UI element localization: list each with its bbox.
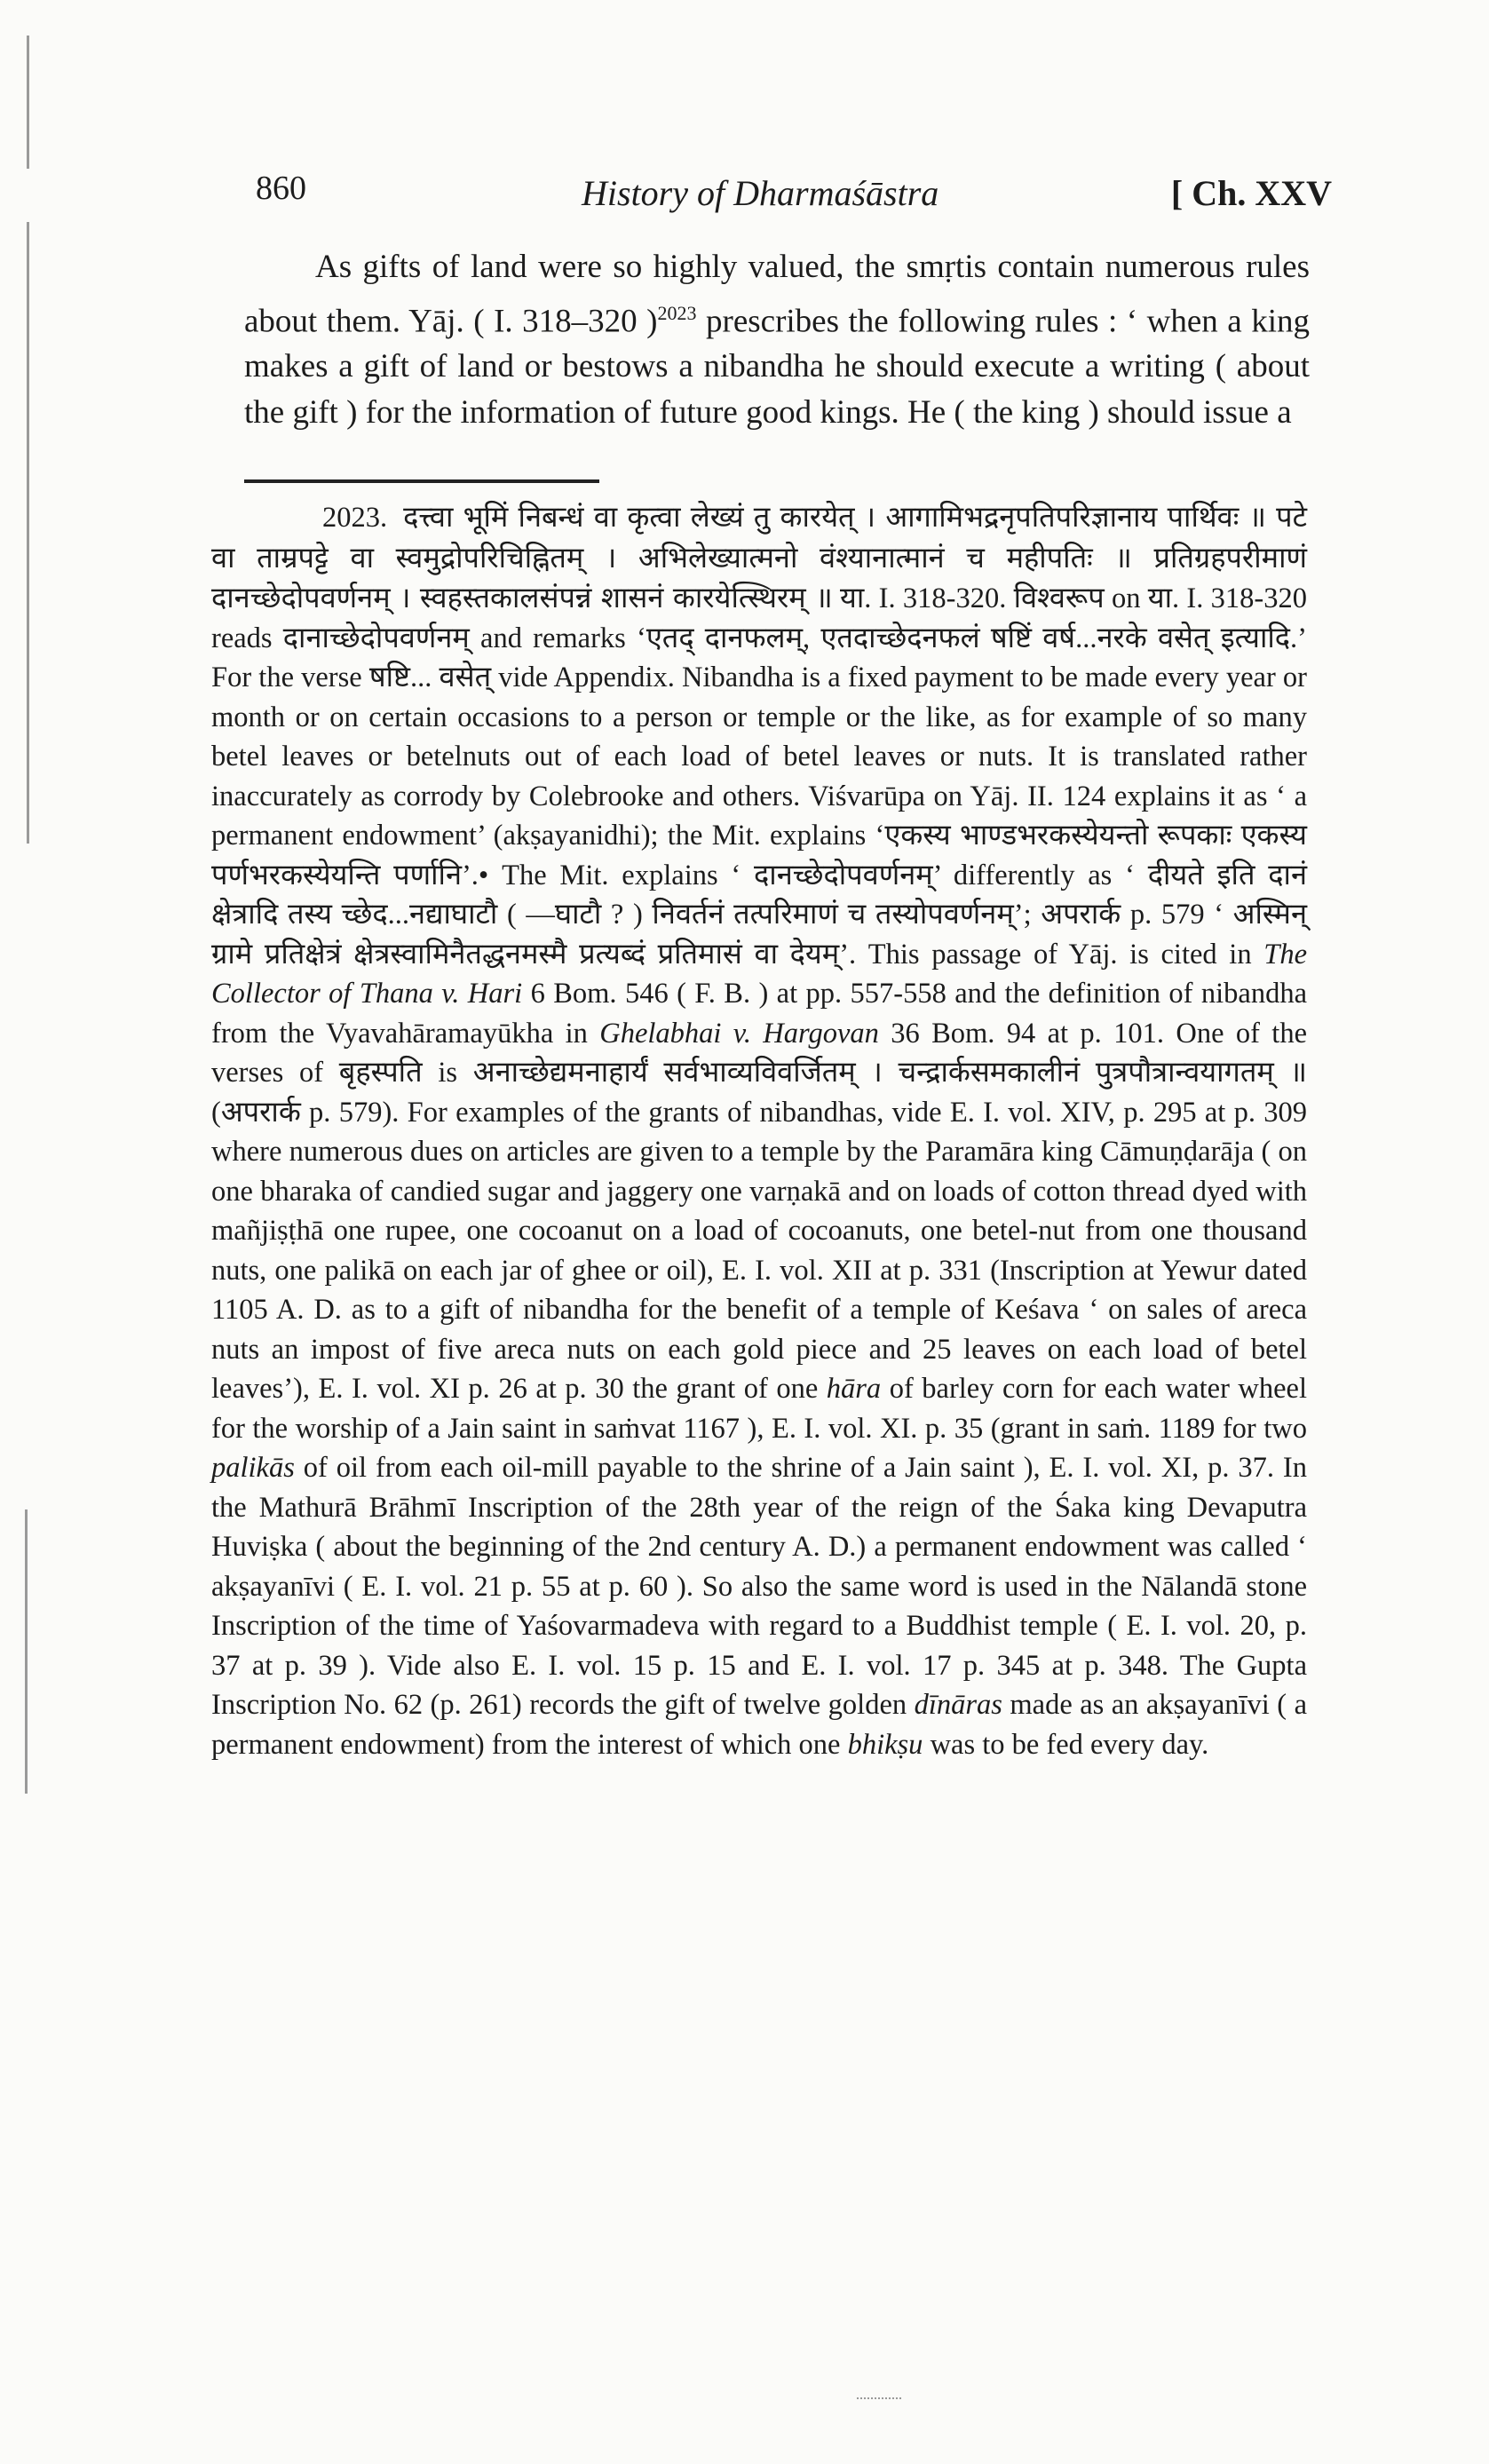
footnote bbox=[211, 497, 1307, 1764]
footnote-text: या. I. 318-320. विश्वरूप on या. I. 318-320 reads दानाच्छेदोपवर्णनम् and remarks ‘एतद् दानफलम्, एतदाच्छेदनफलं षष्टिं वर्ष...नरके वसेत् इत्यादि.’ For the verse षष्टि... वसेत् vide Appendix. Nibandha is a fixed payment to be made every year or month or on certain occasions to a person or temple or the like, as for example of so many betel leaves or betelnuts out of each load of betel leaves or nuts. It is translated rather inaccurately as corrody by Colebrooke and others. Viśvarūpa on Yāj. II. 124 explains it as ‘ a permanent endowment’ (akṣayanidhi); the Mit. explains ‘एकस्य भाण्डभरकस्येयन्तो रूपकाः एकस्य पर्णभरकस्येयन्ति पर्णानि’.• The Mit. explains ‘ दानच्छेदोपवर्णनम्’ differently as ‘ दीयते इति दानं क्षेत्रादि तस्य च्छेद...नद्याघाटौ ( —घाटौ ? ) निवर्तनं तत्परिमाणं च तस्योपवर्णनम्’; अपरार्क p. 579 ‘ अस्मिन् ग्रामे प्रतिक्षेत्रं क्षेत्रस्वामिनैतद्धनमस्मै प्रत्यब्दं प्रतिमासं वा देयम्’. This passage of Yāj. is cited in bbox=[211, 582, 1307, 971]
footnote-text: of barley corn for each water wheel for the worship of a Jain saint in saṁvat 1167 ), E. I. vol. XI. p. 35 (grant in saṁ. 1189 for two bbox=[211, 1373, 1308, 1445]
case-citation: The Collector of Thana v. Hari bbox=[211, 938, 1307, 1010]
main-text-a: As gifts of land were so highly valued, the smṛtis contain numerous rules about them. Yāj. ( I. 318–320 ) bbox=[244, 249, 1310, 339]
case-citation: Ghelabhai v. Hargovan bbox=[599, 1017, 879, 1050]
italic-term: bhikṣu bbox=[847, 1728, 923, 1761]
footnote-text: 36 Bom. 94 at p. 101. One of the verses of बृहस्पति is अनाच्छेद्यमनाहार्यं सर्वभाव्यविवर्जितम् । चन्द्रार्कसमकालीनं पुत्रपौत्रान्वयागतम् ॥ (अपरार्क p. 579). For examples of the grants of nibandhas, vide E. I. vol. XIV, p. 295 at p. 309 where numerous dues on articles are given to a temple by the Paramāra king Cāmuṇḍarāja ( on one bharaka of candied sugar and jaggery one varṇakā and on loads of cotton thread dyed with mañjiṣṭhā one rupee, one cocoanut on a load of cocoanuts, one betel-nut from one thousand nuts, one palikā on each jar of ghee or oil), E. I. vol. XII at p. 331 (Inscription at Yewur dated 1105 A. D. as to a gift of nibandha for the benefit of a temple of Keśava ‘ on sales of areca nuts an impost of five areca nuts on each gold piece and 25 leaves on each load of betel leaves’), E. I. vol. XI p. 26 at p. 30 the grant of one bbox=[211, 1017, 1307, 1405]
sanskrit-verse: दत्त्वा भूमिं निबन्धं वा कृत्वा लेख्यं तु कारयेत् । आगामिभद्रनृपतिपरिज्ञानाय पार्थिवः ॥ पटे वा ताम्रपट्टे वा स्वमुद्रोपरिचिह्नितम् । अभिलेख्यात्मनो वंश्यानात्मानं च महीपतिः ॥ प्रतिग्रहपरीमाणं दानच्छेदोपवर्णनम् । स्वहस्तकालसंपन्नं शासनं कारयेत्स्थिरम् ॥ bbox=[211, 500, 1307, 614]
footnote-text: 6 Bom. 546 ( F. B. ) at pp. 557-558 and the definition of nibandha from the Vyavahāramayūkha in bbox=[211, 978, 1307, 1050]
footnote-number: 2023. bbox=[322, 502, 388, 534]
page-header bbox=[240, 169, 1332, 231]
italic-term: dīnāras bbox=[914, 1689, 1002, 1721]
main-paragraph bbox=[244, 244, 1310, 435]
page-number: 860 bbox=[256, 170, 306, 207]
scan-edge-line bbox=[27, 222, 29, 844]
scan-mark bbox=[857, 2397, 901, 2406]
main-text-b: prescribes the following rules : ‘ when a king makes a gift of land or bestows a nibandha he should execute a writing ( about the gift ) for the information of future good kings. He ( the king ) should issue a bbox=[244, 302, 1310, 431]
italic-term: palikās bbox=[211, 1452, 295, 1484]
italic-term: hāra bbox=[826, 1373, 882, 1405]
scan-edge-line bbox=[27, 36, 29, 169]
footnote-divider bbox=[244, 479, 599, 483]
running-title: History of Dharmaśāstra bbox=[582, 173, 939, 213]
scan-edge-line bbox=[25, 1509, 28, 1794]
footnote-text: made as an akṣayanīvi ( a permanent endowment) from the interest of which one bbox=[211, 1689, 1307, 1761]
footnote-text: was to be fed every day. bbox=[923, 1728, 1209, 1761]
footnote-reference: 2023 bbox=[657, 301, 697, 324]
footnote-text: of oil from each oil-mill payable to the shrine of a Jain saint ), E. I. vol. XI, p. 37. In the Mathurā Brāhmī Inscription of the 28th year of the reign of the Śaka king Devaputra Huviṣka ( about the beginning of the 2nd century A. D.) a permanent endowment was called ‘ akṣayanīvi ( E. I. vol. 21 p. 55 at p. 60 ). So also the same word is used in the Nālandā stone Inscription of the time of Yaśovarmadeva with regard to a Buddhist temple ( E. I. vol. 20, p. 37 at p. 39 ). Vide also E. I. vol. 15 p. 15 and E. I. vol. 17 p. 345 at p. 348. The Gupta Inscription No. 62 (p. 261) records the gift of twelve golden bbox=[211, 1452, 1307, 1721]
chapter-label: [ Ch. XXV bbox=[1170, 173, 1332, 213]
